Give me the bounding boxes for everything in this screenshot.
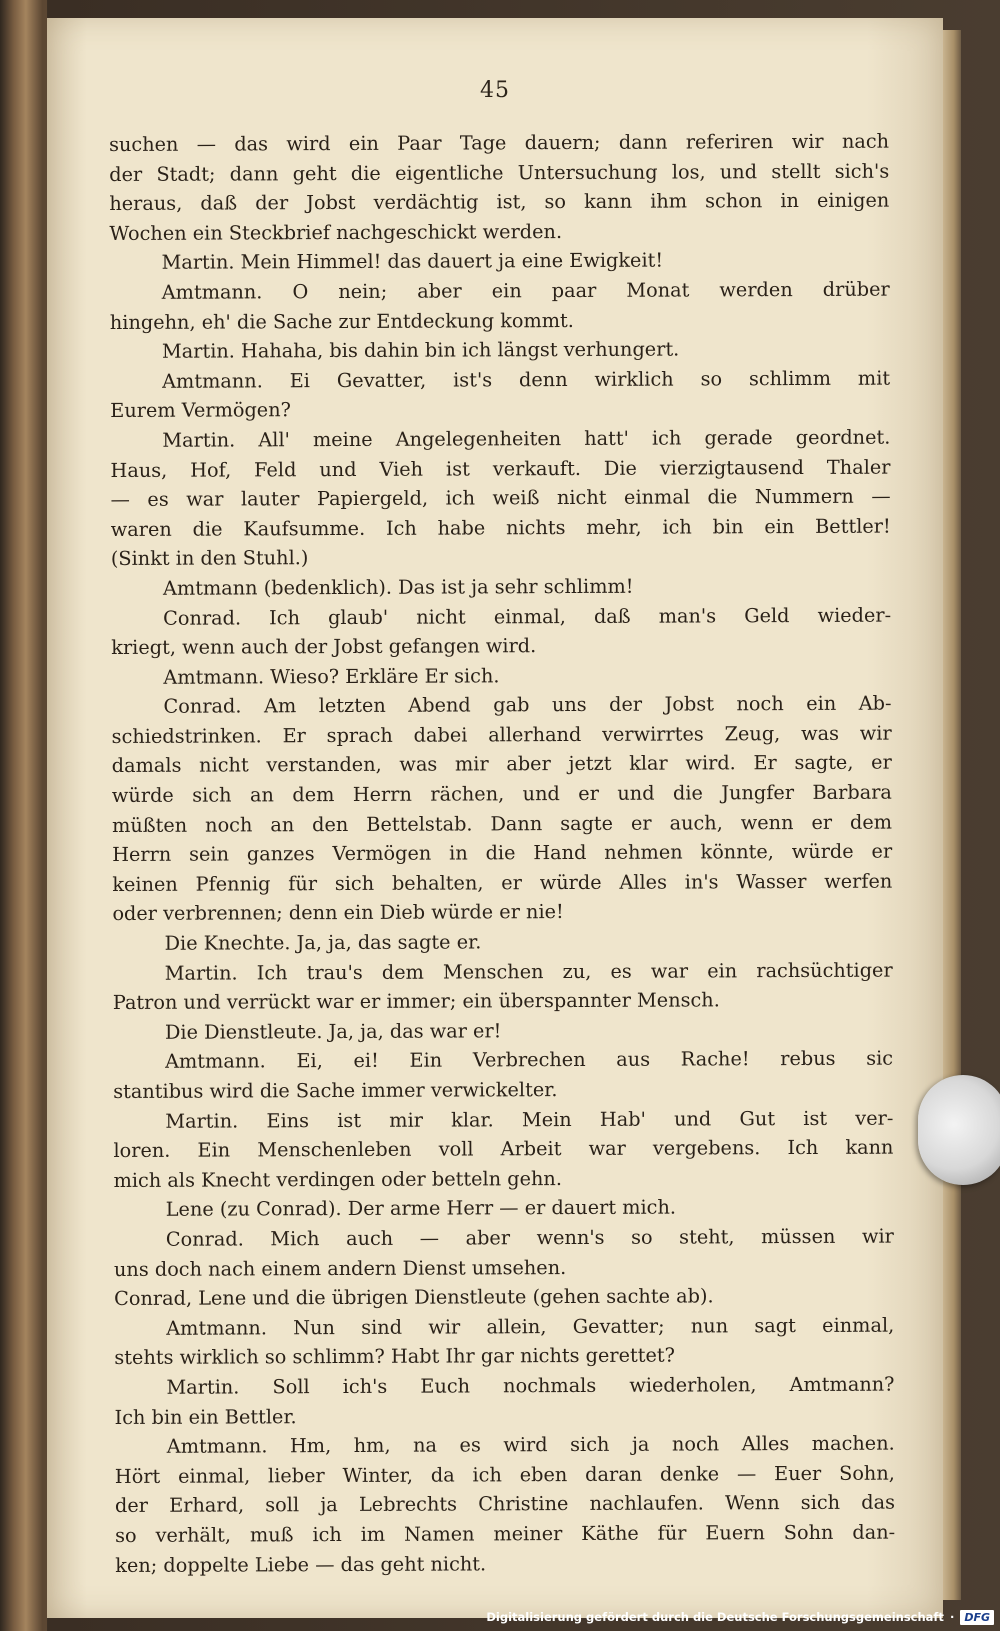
text-line: Amtmann. Nun sind wir allein, Gevatter; nun sagt einmal,	[166, 1313, 895, 1340]
text-line: der Erhard, soll ja Lebrechts Christine nachlaufen. Wenn sich das	[114, 1490, 896, 1518]
text-line: schiedstrinken. Er sprach dabei allerhand verwirrtes Zeug, was wir	[111, 721, 892, 748]
text-line: müßten noch an den Bettelstab. Dann sagte er auch, wenn er dem	[111, 810, 893, 837]
footer-text: Digitalisierung gefördert durch die Deutsche Forschungsgemeinschaft	[486, 1610, 944, 1624]
text-line: uns doch nach einem andern Dienst umsehen.	[113, 1255, 567, 1281]
text-line: Eurem Vermögen?	[110, 398, 291, 423]
text-line: loren. Ein Menschenleben voll Arbeit war vergebens. Ich kann	[113, 1135, 894, 1163]
text-line: Martin. All' meine Angelegenheiten hatt' ich gerade geordnet.	[162, 425, 891, 452]
text-line: Wochen ein Steckbrief nachgeschickt werden.	[109, 219, 563, 245]
text-line: Die Knechte. Ja, ja, das sagte er.	[164, 930, 482, 955]
text-line: heraus, daß der Jobst verdächtig ist, so kann ihm schon in einigen	[109, 188, 890, 216]
text-line: Martin. Ich trau's dem Menschen zu, es war ein rachsüchtiger	[164, 958, 893, 985]
text-line: Conrad. Ich glaub' nicht einmal, daß man's Geld wieder-	[163, 603, 892, 630]
footer-credit	[486, 1607, 994, 1627]
dfg-logo: DFG	[960, 1610, 994, 1625]
text-line: Ich bin ein Bettler.	[114, 1404, 297, 1429]
text-line: würde sich an dem Herrn rächen, und er und die Jungfer Barbara	[111, 780, 892, 808]
text-line: Conrad. Am letzten Abend gab uns der Jobst noch ein Ab-	[163, 691, 892, 719]
text-line: Amtmann. O nein; aber ein paar Monat werden drüber	[161, 277, 890, 304]
text-line: Amtmann. Ei, ei! Ein Verbrechen aus Rache! rebus sic	[165, 1046, 894, 1074]
book-binding	[0, 0, 47, 1631]
text-line: (Sinkt in den Stuhl.)	[110, 546, 309, 571]
text-line: der Stadt; dann geht die eigentliche Untersuchung los, und stellt sich's	[109, 159, 890, 186]
text-line: mich als Knecht verdingen oder betteln gehn.	[113, 1166, 562, 1192]
text-line: Herrn sein ganzes Vermögen in die Hand nehmen könnte, würde er	[112, 839, 893, 867]
text-line: Patron und verrückt war er immer; ein überspannter Mensch.	[112, 988, 720, 1015]
text-line: Haus, Hof, Feld und Vieh ist verkauft. Die vierzigtausend Thaler	[110, 455, 891, 482]
text-line: Martin. Mein Himmel! das dauert ja eine Ewigkeit!	[161, 248, 664, 275]
text-line: ken; doppelte Liebe — das geht nicht.	[115, 1551, 487, 1577]
text-line: Amtmann (bedenklich). Das ist ja sehr schlimm!	[162, 574, 634, 600]
text-line: stantibus wird die Sache immer verwickelter.	[113, 1078, 558, 1103]
text-line: Lene (zu Conrad). Der arme Herr — er dauert mich.	[165, 1195, 677, 1222]
text-line: keinen Pfennig für sich behalten, er würde Alles in's Wasser werfen	[112, 869, 893, 896]
text-line: Amtmann. Wieso? Erkläre Er sich.	[163, 663, 500, 689]
text-line: Amtmann. Ei Gevatter, ist's denn wirklich so schlimm mit	[162, 366, 891, 393]
bookmark-tab	[918, 1075, 1000, 1185]
text-line: Conrad, Lene und die übrigen Dienstleute (gehen sachte ab).	[114, 1284, 714, 1311]
text-line: suchen — das wird ein Paar Tage dauern; dann referiren wir nach	[109, 129, 890, 156]
text-line: stehts wirklich so schlimm? Habt Ihr gar nichts gerettet?	[114, 1343, 676, 1370]
text-line: Martin. Soll ich's Euch nochmals wiederholen, Amtmann?	[166, 1372, 895, 1399]
page-edge	[943, 30, 961, 1600]
text-line: Martin. Hahaha, bis dahin bin ich längst verhungert.	[161, 337, 680, 363]
text-line: oder verbrennen; denn ein Dieb würde er nie!	[112, 900, 564, 926]
page-text	[109, 127, 895, 1580]
text-line: — es war lauter Papiergeld, ich weiß nicht einmal die Nummern —	[110, 484, 891, 512]
footer-separator: ·	[949, 1610, 955, 1624]
text-line: waren die Kaufsumme. Ich habe nichts mehr, ich bin ein Bettler!	[110, 514, 891, 541]
text-line: Martin. Eins ist mir klar. Mein Hab' und Gut ist ver-	[165, 1106, 894, 1133]
text-line: Amtmann. Hm, hm, na es wird sich ja noch Alles machen.	[166, 1431, 895, 1458]
text-line: kriegt, wenn auch der Jobst gefangen wird.	[111, 634, 537, 660]
text-line: hingehn, eh' die Sache zur Entdeckung kommt.	[109, 308, 574, 334]
page-number: 45	[480, 78, 510, 103]
text-line: damals nicht verstanden, was mir aber jetzt klar wird. Er sagte, er	[111, 751, 892, 778]
text-line: Die Dienstleute. Ja, ja, das war er!	[164, 1019, 502, 1044]
text-line: Hört einmal, lieber Winter, da ich eben daran denke — Euer Sohn,	[114, 1461, 895, 1488]
text-line: Conrad. Mich auch — aber wenn's so steht, müssen wir	[165, 1224, 894, 1251]
text-line: so verhält, muß ich im Namen meiner Käthe für Euern Sohn dan-	[115, 1520, 896, 1547]
book-page	[47, 18, 943, 1618]
